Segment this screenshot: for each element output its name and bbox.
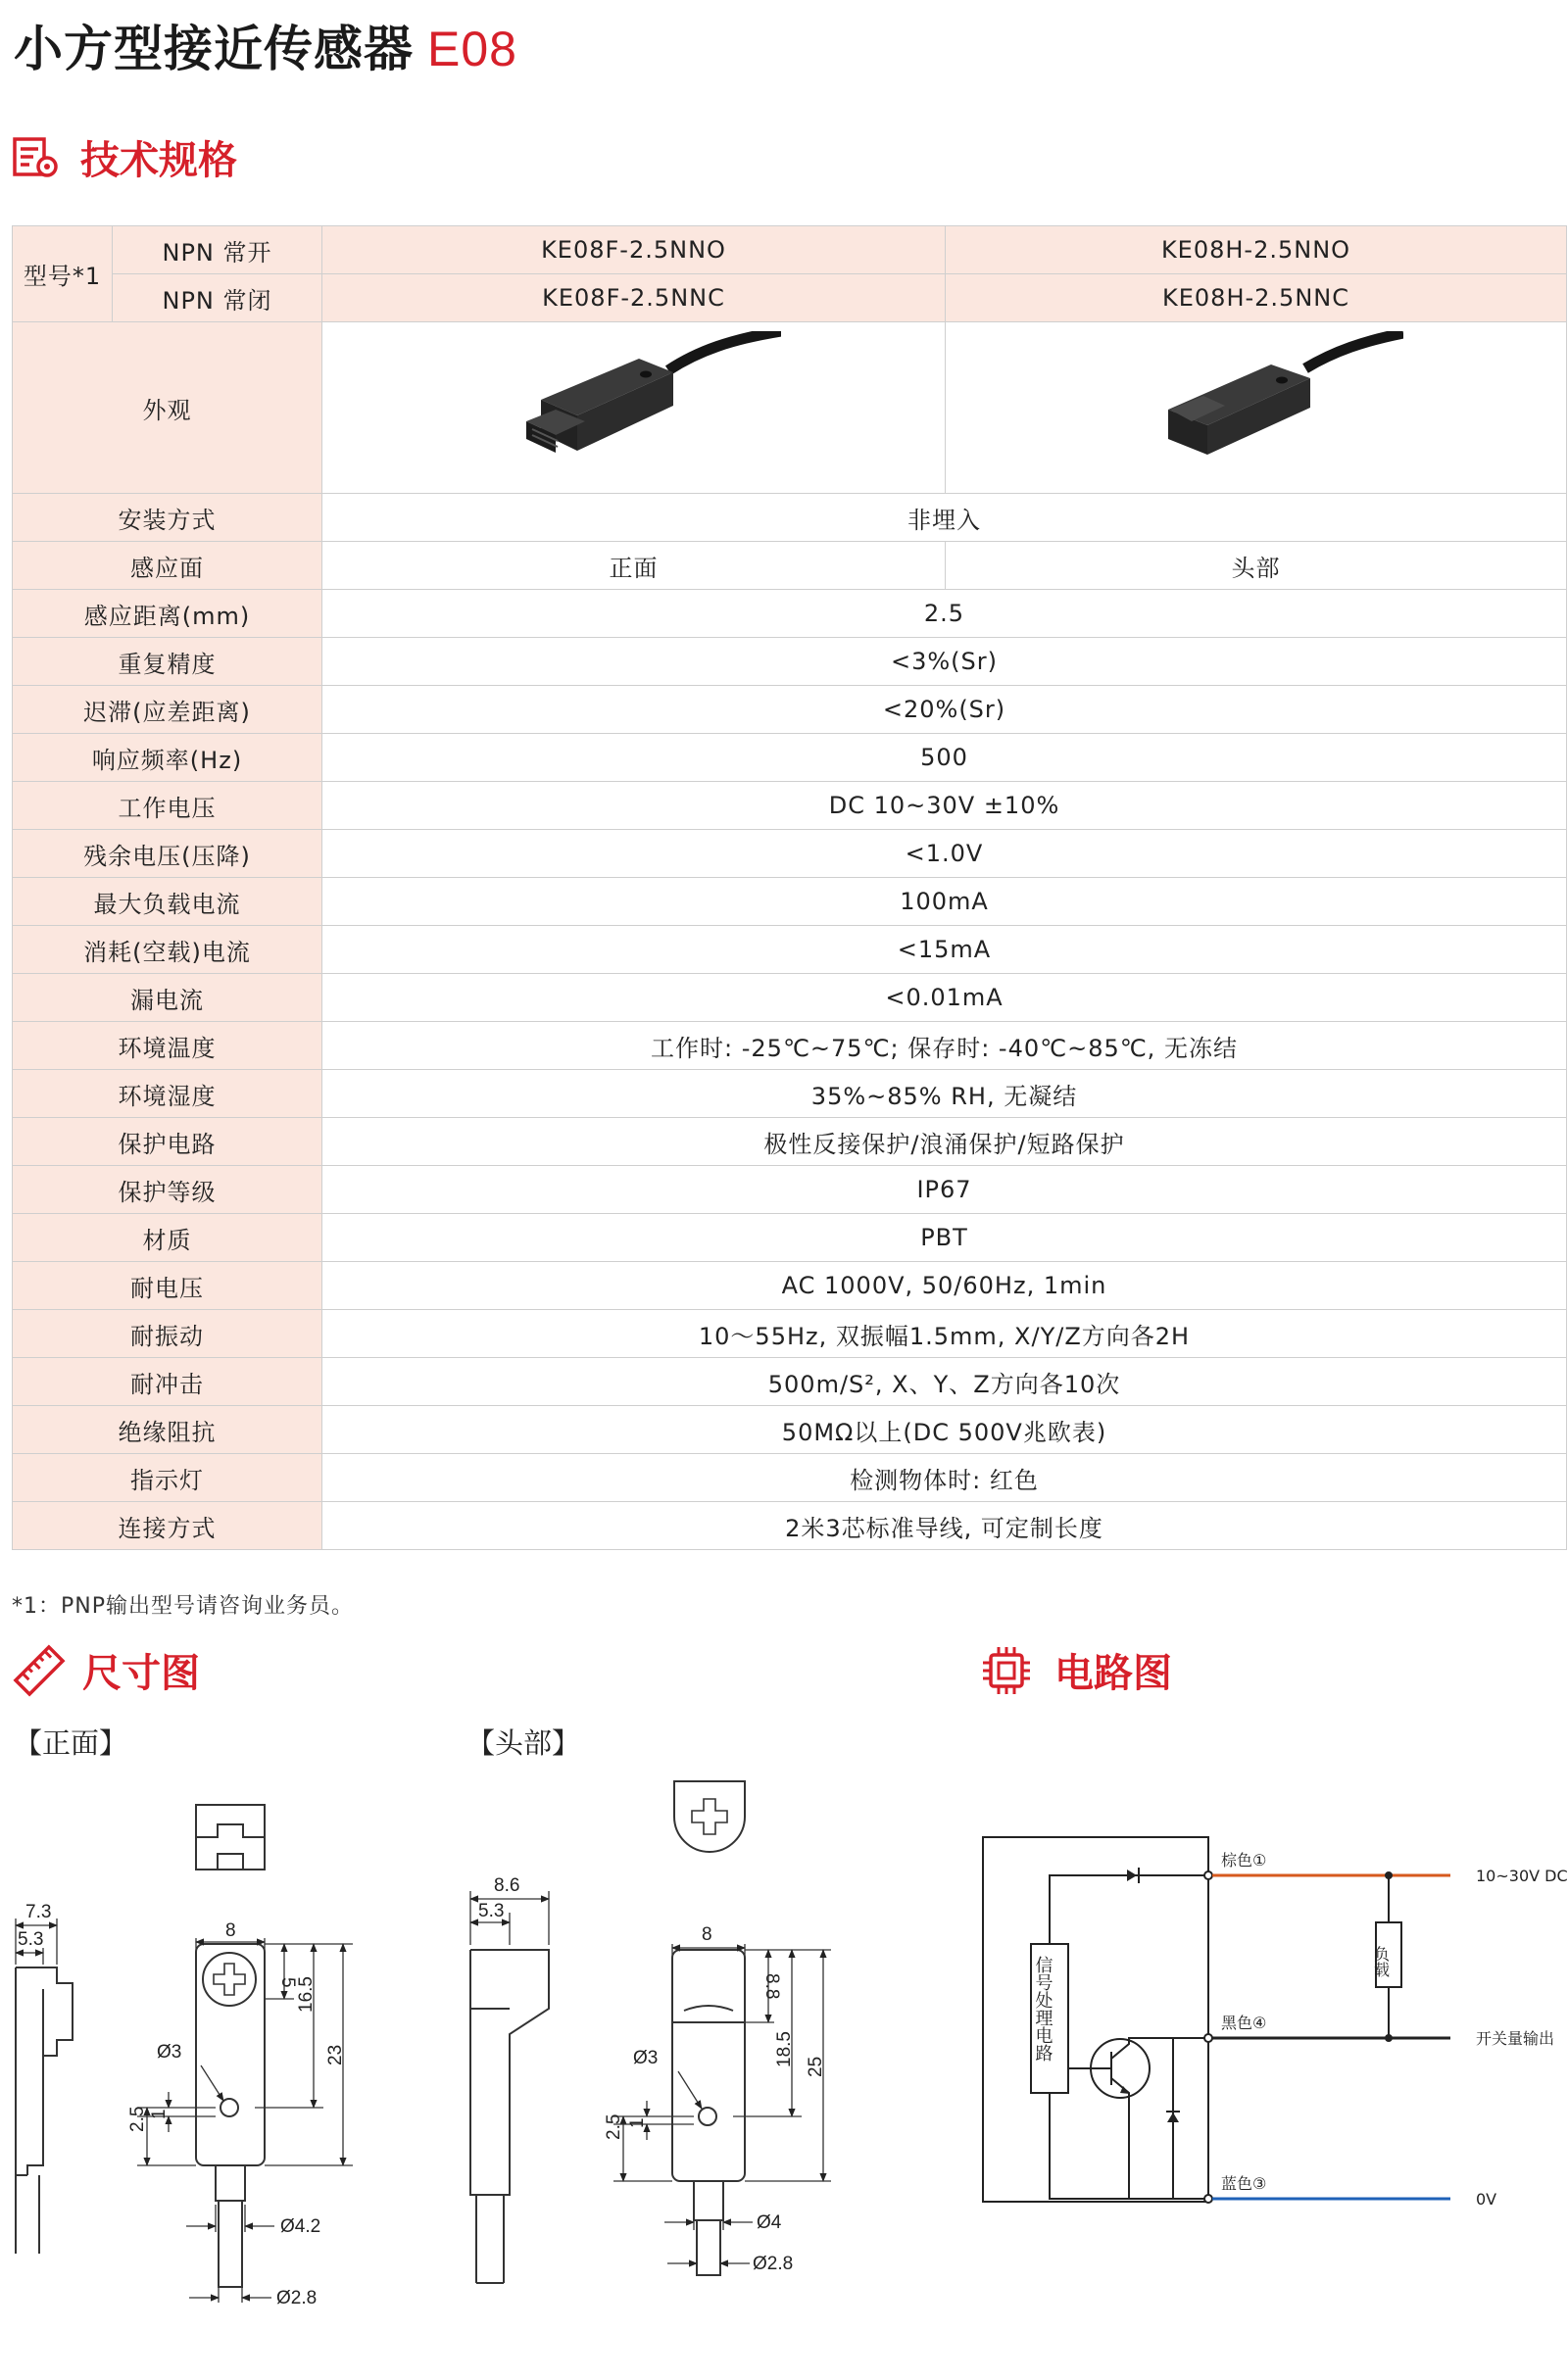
front-main-dims <box>137 1938 353 2303</box>
row-value: 2.5 <box>322 590 1567 638</box>
dim-5-3-head: 5.3 <box>478 1901 505 1921</box>
row-value: PBT <box>322 1214 1567 1262</box>
row-value: 极性反接保护/浪涌保护/短路保护 <box>322 1118 1567 1166</box>
dim-8: 8 <box>225 1920 236 1941</box>
sensing-face-label: 感应面 <box>13 542 322 590</box>
row-value: 检测物体时: 红色 <box>322 1454 1567 1502</box>
model-f-no: KE08F-2.5NNO <box>322 226 946 274</box>
model-f-nc: KE08F-2.5NNC <box>322 274 946 322</box>
install-value: 非埋入 <box>322 494 1567 542</box>
dim-5: 5 <box>277 1977 298 1988</box>
label-blue: 蓝色③ <box>1221 2174 1267 2193</box>
title-model: E08 <box>427 22 517 76</box>
row-value: AC 1000V, 50/60Hz, 1min <box>322 1262 1567 1310</box>
label-zero: 0V <box>1476 2190 1497 2209</box>
row-value: 100mA <box>322 878 1567 926</box>
model-label: 型号*1 <box>13 226 113 322</box>
row-value: <0.01mA <box>322 974 1567 1022</box>
front-side-view <box>16 1967 73 2254</box>
dim-8-6: 8.6 <box>494 1875 520 1896</box>
row-value: <1.0V <box>322 830 1567 878</box>
row-value: 500 <box>322 734 1567 782</box>
model-h-no: KE08H-2.5NNO <box>946 226 1567 274</box>
row-value: <3%(Sr) <box>322 638 1567 686</box>
row-label: 耐冲击 <box>13 1358 322 1406</box>
head-main-view <box>672 1950 745 2275</box>
dim-16-5: 16.5 <box>296 1976 317 2013</box>
row-value: 500m/S², X、Y、Z方向各10次 <box>322 1358 1567 1406</box>
row-value: DC 10~30V ±10% <box>322 782 1567 830</box>
row-label: 环境温度 <box>13 1022 322 1070</box>
install-label: 安装方式 <box>13 494 322 542</box>
row-label: 保护等级 <box>13 1166 322 1214</box>
row-label: 耐振动 <box>13 1310 322 1358</box>
section-circuit-title: 电路图 <box>1054 1651 1172 1696</box>
head-view-label: 【头部】 <box>466 1726 581 1760</box>
row-label: 耐电压 <box>13 1262 322 1310</box>
dim-18-5: 18.5 <box>774 2031 795 2067</box>
row-value: 35%~85% RH, 无凝结 <box>322 1070 1567 1118</box>
dim-tip-2-8-head: Ø2.8 <box>753 2254 794 2274</box>
head-top-view <box>674 1781 745 1852</box>
label-brown: 棕色① <box>1221 1851 1267 1870</box>
row-value: 工作时: -25℃~75℃; 保存时: -40℃~85℃, 无冻结 <box>322 1022 1567 1070</box>
front-view-label: 【正面】 <box>14 1726 128 1760</box>
dim-23: 23 <box>325 2044 346 2065</box>
row-label: 迟滞(应差距离) <box>13 686 322 734</box>
dim-tip-2-8: Ø2.8 <box>276 2288 318 2308</box>
model-h-nc: KE08H-2.5NNC <box>946 274 1567 322</box>
label-supply: 10~30V DC <box>1476 1867 1568 1885</box>
dim-2-5: 2.5 <box>127 2106 148 2132</box>
row-label: 残余电压(压降) <box>13 830 322 878</box>
label-signal-block: 信号处理电路 <box>1032 1956 1054 2062</box>
row-label: 连接方式 <box>13 1502 322 1550</box>
label-output: 开关量输出 <box>1476 2029 1555 2048</box>
section-dimension-title: 尺寸图 <box>82 1651 200 1696</box>
row-label: 响应频率(Hz) <box>13 734 322 782</box>
row-label: 环境湿度 <box>13 1070 322 1118</box>
row-value: 50MΩ以上(DC 500V兆欧表) <box>322 1406 1567 1454</box>
sensing-face-h: 头部 <box>946 542 1567 590</box>
sensing-face-f: 正面 <box>322 542 946 590</box>
footnote: *1：PNP输出型号请咨询业务员。 <box>12 1594 354 1619</box>
circuit-diagram <box>983 1837 1568 2202</box>
front-top-view <box>196 1805 265 1870</box>
row-label: 保护电路 <box>13 1118 322 1166</box>
dim-8-8: 8.8 <box>761 1973 782 2000</box>
title-text: 小方型接近传感器 <box>14 21 414 77</box>
row-value: 10～55Hz, 双振幅1.5mm, X/Y/Z方向各2H <box>322 1310 1567 1358</box>
dim-hole-3-head: Ø3 <box>633 2048 659 2068</box>
dim-cable-4: Ø4 <box>757 2212 782 2233</box>
npn-no-label: NPN 常开 <box>113 226 322 274</box>
row-label: 材质 <box>13 1214 322 1262</box>
front-main-view <box>196 1944 265 2287</box>
row-value: 2米3芯标准导线, 可定制长度 <box>322 1502 1567 1550</box>
dim-cable-4-2: Ø4.2 <box>280 2216 321 2237</box>
dim-1: 1 <box>149 2109 170 2119</box>
npn-nc-label: NPN 常闭 <box>113 274 322 322</box>
row-value: <15mA <box>322 926 1567 974</box>
dim-25-head: 25 <box>806 2056 826 2077</box>
dim-1-head: 1 <box>627 2117 648 2128</box>
row-label: 漏电流 <box>13 974 322 1022</box>
dim-7-3: 7.3 <box>25 1902 52 1922</box>
dim-5-3: 5.3 <box>18 1929 44 1950</box>
row-label: 指示灯 <box>13 1454 322 1502</box>
section-spec-title: 技术规格 <box>80 138 237 183</box>
head-side-view <box>470 1950 549 2283</box>
dim-8-head: 8 <box>702 1924 712 1945</box>
row-label: 感应距离(mm) <box>13 590 322 638</box>
row-value: <20%(Sr) <box>322 686 1567 734</box>
row-label: 消耗(空载)电流 <box>13 926 322 974</box>
label-black: 黑色④ <box>1221 2014 1267 2032</box>
dim-hole-3: Ø3 <box>157 2042 182 2063</box>
row-label: 最大负载电流 <box>13 878 322 926</box>
row-label: 工作电压 <box>13 782 322 830</box>
dim-2-5-head: 2.5 <box>604 2113 624 2140</box>
label-load: 负载 <box>1371 1946 1391 1977</box>
appearance-label: 外观 <box>13 322 322 494</box>
row-label: 绝缘阻抗 <box>13 1406 322 1454</box>
row-value: IP67 <box>322 1166 1567 1214</box>
row-label: 重复精度 <box>13 638 322 686</box>
